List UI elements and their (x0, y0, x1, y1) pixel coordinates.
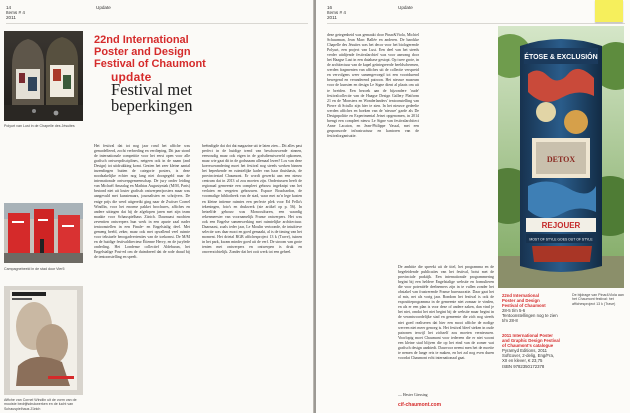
kicker-line-1: 22nd International (94, 34, 189, 46)
poster-column-photo (498, 26, 624, 288)
left-folio-issue: Items # 4 (6, 10, 25, 16)
left-page (0, 0, 314, 413)
left-folio-number: 14 (6, 5, 12, 10)
festival-kicker (94, 34, 284, 70)
right-folio-issue: Items # 4 (327, 10, 346, 16)
catalogue-publisher: Pyramyd Editions, 2011 (502, 348, 548, 354)
kicker-line-3: Festival of Chaumont (94, 58, 206, 70)
article-headline (111, 82, 301, 114)
catalogue-format: Softcover, 2-delig, Eng/Fra, (502, 353, 555, 359)
right-folio-number: 16 (327, 5, 333, 10)
sticky-note (595, 0, 623, 22)
headline-line-1: Festival met (111, 80, 193, 99)
chapel-photo-caption: Polyurt van Lust in de Chapelle des Jésuites (4, 124, 75, 128)
left-body-column-1 (94, 144, 190, 408)
left-folio (6, 5, 25, 21)
festival-info-title-2: Poster and Design (502, 298, 540, 304)
right-folio (327, 5, 346, 21)
right-page (316, 0, 630, 413)
kicker-line-2: Poster and Design (94, 46, 191, 58)
catalogue-info-block (502, 333, 564, 369)
poster-banner-text: MOST OF STYLE GOES OUT OF STYLE (529, 237, 593, 242)
festival-info-until: t/m 28-8 (502, 318, 518, 324)
catalogue-isbn: ISBN 9782350172378 (502, 363, 545, 369)
right-body-column-2 (398, 265, 494, 391)
windlin-photo-caption: Affiche van Cornel Windlin uit de vorm van de mooiste bedrijfsdrukwerken en de lucht van Schauspielhaus Zürich (4, 398, 77, 411)
campaign-photo (4, 203, 83, 263)
right-body-column-1 (327, 33, 419, 268)
catalogue-title-3: of Chaumont's catalogue (502, 343, 554, 349)
right-folio-year: 2011 (327, 15, 337, 21)
left-folio-year: 2011 (6, 15, 16, 21)
left-column-1-text: Het festival dat tot nog jaar rond het affiche was gemodelleerd, zocht verbreding en verdieping. Dit jaar stond de internationale competitie voor het eerst open voor alle grafisch ontwerpdisciplines, netgeen ook in de naam (and Design) tot uitdrukking komt. Gezien het zeer kleine aantal inzendingen buiten de categorie posters, is deze noodzakelijke echter nog lang niet doorgegeld naar de internationale ontwerpgemeenschap. De jury onder leiding van Michaël Amzalag en Mathias Augustyniak (M/M, Paris) bestond niet uit louter grafisch ontwerpen/posters maar was aangevuld met kunstenaars, journalisten en schrijvers. De enige prijs die werd uitgereikt ging naar de Zwitser Cornel Windlin, voor het enorme pakket brochures, affiches en andere uitingen dat hij de afgelopen jaren met zijn team maakte voor Schauspielhaus Zürich. Daarnaast mochten zeventien ontwerpers hun werk in een aparte zaal nader tentoonstellen in een Finale- en Engelstalig deel. Met gemeng beeld, zeker, maar ook met opvallend veel ruimte voor tekstuele beoogadvertenties van de toekomst. De M/M en de huidige festivaldirecteur Étienne Hervy, en de jurylede onderling. Het Londense collectief Aldebaran, het Engelstalige Post-ed om de duimbreed dat de rode draad bij de tentoonstelling en speelt. (94, 144, 190, 260)
campaign-photo-caption: Campagnebeeld in de stad door Vier5 (4, 267, 65, 271)
left-body-column-2 (202, 144, 302, 408)
catalogue-title-2: and Graphic Design Festival (502, 338, 560, 344)
poster-bottom-text: REJOUER (541, 221, 581, 230)
catalogue-price: XII en klever, € 23,75 (502, 358, 543, 364)
left-column-2-text: beëindigde dat dot dat magazine uit te laten zien... Dit alles past perfect in de huidige trend van beschouwende zinnen, eenvoudig maar ook eigen in de godsdienstwereld opkomen, maar wie gaat dit in de godsnaam allemaal lezen? Los van deze koerswerandering moet het festival nog steeds werken binnen het beperkende en ruimtelijke kader van haar thuisbasis, de provinciestad Chaumont. Er wordt gewerkt aan een nieuw centrum dat in 2013 af zou moeten zijn. Ondertussen heeft de regionaal gemeente een compleet gebouw ingeknipt van het verlaten en vergeten gebouwen. Espace Bouchardon, de voormalige bibliotheek van de stad, waar met zo'n lege kasten en kleine intieme ruimtes een perfecte plek voor Ed Fella's tekeningen, foto's en drukwerk (zie artikel op p. 56). In hetzelfde gebouw was Monoculturen, een waardig rekenmeester van voornamelijk Franse ontwerpers. Het was ook een Engelse samenwerking met ruimtelijke architectuur. Daarnaast, zoals ieder jaar, Le Moulin vertoonde, de intuïtieve selectie was daar mooi en goed gemaakt, al is de timing van het moment. Het drietal RGB affichesproject 13 k (Trave), tuinen in het park, kwam minder goed uit de verf. De stroom van grote tenten met ontwerpers en ontwerpen is druk en onoverzichtelijk. Zonder dat het ooit werk tot een geheel. (202, 144, 302, 254)
left-section-label: Update (96, 5, 111, 10)
festival-info-block (502, 293, 564, 324)
poster-photo-caption: De bijdrage van Pinar&Viola aan het Chaumont festival: het affichesproject 13 k (Trave) (572, 293, 624, 306)
poster-middle-text: DETOX (546, 155, 576, 164)
right-column-1-text: deze getegenheid was gemaakt door Pinar&Viola, Michiel Schuurman, Jean Marc Ballée en anderen. De barokke Chapelle des Jésuites was het decor voor het biologerende Polyurt, een project van Lust. Een deel van het steeds verder uitdijende festivalarchief was voor aanvang door het Haagse Lust in een database gestopt. Op twee grote, in de architectuur van de kapel geïntegreerde beeldschermen, werden fragmenten van affiches uit de collectie verspreid en vervolgens weer samengevoegd tot een voortdurend bewegend en veranderend patroon. Het nieuwe museum voor de kunsten en design Le Signe dient al plaats om uit te breiden. Een bezoek aan de bijzondere 'oude' festivalcollectie van de Haagse Design Gallery Platform 21 en de 'Monsters en Wonderlanders' tentoonstelling van Pierre di Sciullo zijn hier te zien. In het nieuwe gedeelte werden affiches en boeken van de 'nieuwe' garde als De Designpolitie en Experimental Jetset opgenomen, in 2014 brengt een compleet nieuw Le Signe van festivalarchitect Anne Lacaton, en Jean-Philippe Vassal, met een gesponsorde infrastructuur en kantoren van de festivalorganisatie. (327, 33, 419, 138)
update-tag: update (111, 70, 152, 84)
windlin-poster-photo (4, 286, 83, 395)
festival-info-title-3: Festival of Chaumont (502, 303, 546, 309)
right-column-2-text: De ambitie die spreekt uit de titel, het programma en de begeleidende publicaties van het festival, botst met de provinciale praktijk. Een internationale programmering begint bij een heldere Engelstalige website en formulieren die voor potentiële deelnemers zijn in te vullen zonder het obstakel van frustrerende Franse bureaucratie. Daar gaat het al mis, net als vorig jaar. Rondom het festival is ook de expositieprogramma in de gemeente niet zomaar te vinden, en als er een plan is voor deze of andere zaken, dan vind je het niet, omdat het niet begint bij de website maar begint in de verantwoordelijke stad en gemeente die zich nog steeds niet goed realiseren dat hier een mooi affiche de nodige werven niet meer genoeg is. Het festival bleef steken in oude patronen terwijl het zichzelf zou moeten vernieuwen. Voorlopig moet Chaumont voor iedereen die er niet woont een kleine stad blijven die op het eind van de zomer wat grafisch design aanbiedt. Daarvoor neemt men het de moeite te nemen de lange reis te maken, en het zal nog even duren voordat Chaumont echt internationaal gaat. (398, 265, 494, 360)
left-header-rule (6, 23, 308, 24)
festival-info-exhibit: Tentoonstellingen nog te zien (502, 313, 558, 319)
festival-info-title-1: 22nd International (502, 293, 540, 298)
right-section-label: Update (398, 5, 413, 10)
festival-info-dates: 28-5 t/m 5-6 (502, 308, 526, 314)
headline-line-2: beperkingen (111, 96, 193, 115)
catalogue-title-1: 2011 International Poster (502, 333, 553, 338)
poster-top-text: ÉTOSE & EXCLUSIÓN (524, 54, 598, 61)
right-header-rule (327, 23, 625, 24)
festival-url[interactable]: cif-chaumont.com (398, 402, 442, 408)
author-signature: — Hester Giessing (398, 393, 428, 397)
chapel-photo (4, 31, 83, 121)
